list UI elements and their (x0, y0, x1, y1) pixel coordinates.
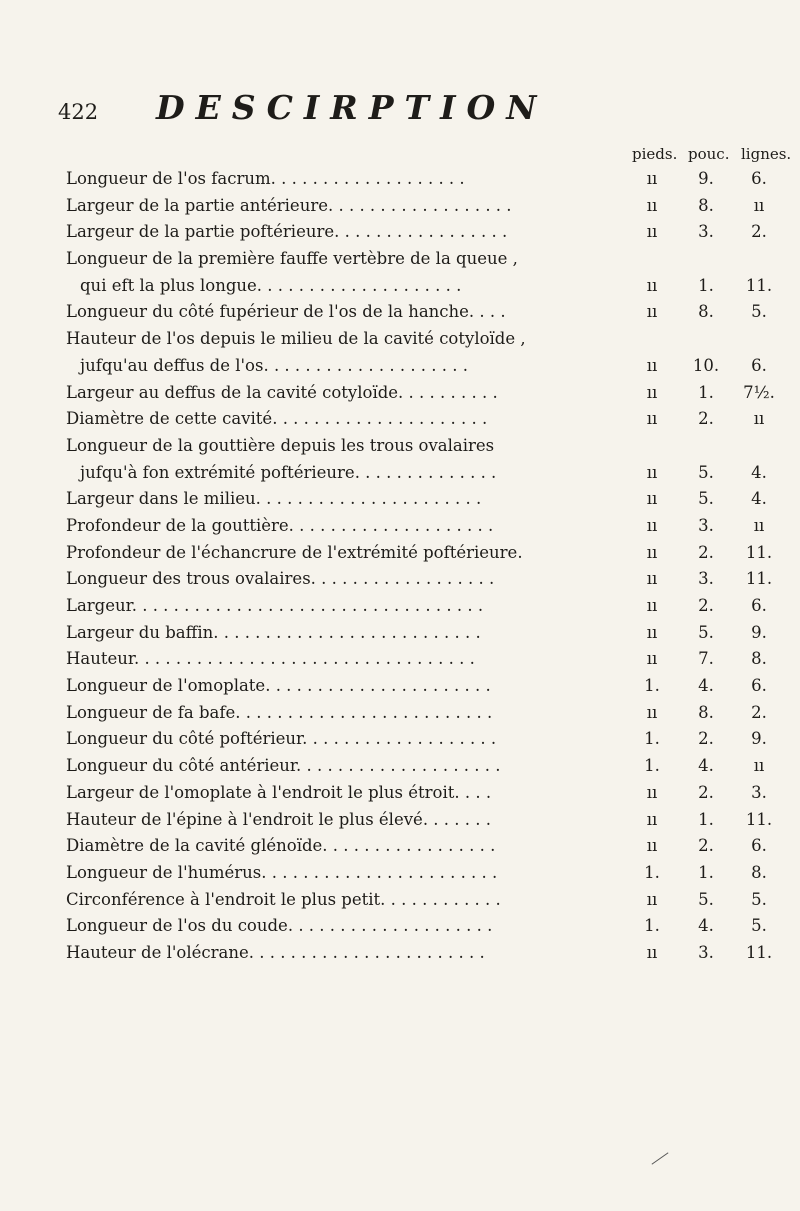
value-pieds: 1. (644, 862, 660, 882)
value-pouces: 3. (698, 222, 714, 242)
row-label: Hauteur de l'olécrane. . . . . . . . . . . . . . . . . . . . . . . (66, 942, 485, 962)
row-label: Circonférence à l'endroit le plus petit. . . . . . . . . . . . (66, 889, 501, 909)
value-lignes: ıı (753, 756, 765, 776)
table-row (0, 753, 800, 780)
value-lignes: 9. (751, 729, 767, 749)
table-row (0, 566, 800, 593)
value-lignes: 6. (751, 836, 767, 856)
value-pouces: 3. (698, 515, 714, 535)
table-row (0, 700, 800, 727)
table-row (0, 940, 800, 967)
row-label: Longueur de la gouttière depuis les trous ovalaires (66, 435, 495, 455)
value-pieds: ıı (646, 542, 658, 562)
table-row (0, 807, 800, 834)
table-row (0, 646, 800, 673)
value-pouces: 5. (698, 889, 714, 909)
value-pouces: 8. (698, 302, 714, 322)
value-pieds: ıı (646, 222, 658, 242)
value-pouces: 10. (692, 355, 720, 375)
table-row (0, 913, 800, 940)
row-label: Profondeur de la gouttière. . . . . . . . . . . . . . . . . . . . (66, 515, 494, 535)
table-row (0, 219, 800, 246)
value-pouces: 3. (698, 569, 714, 589)
value-lignes: 11. (745, 809, 773, 829)
value-lignes: 2. (751, 222, 767, 242)
measurement-table (0, 166, 800, 967)
value-pieds: ıı (646, 195, 658, 215)
row-label: Largeur dans le milieu. . . . . . . . . . . . . . . . . . . . . . (66, 489, 482, 509)
value-pieds: ıı (646, 382, 658, 402)
value-pieds: ıı (646, 275, 658, 295)
row-label: Longueur de l'os du coude. . . . . . . . . . . . . . . . . . . . (66, 916, 493, 936)
table-row (0, 860, 800, 887)
value-pouces: 9. (698, 169, 714, 188)
table-row (0, 166, 800, 193)
value-lignes: 11. (745, 275, 773, 295)
value-pouces: 4. (698, 676, 714, 696)
table-row (0, 780, 800, 807)
page-number: 422 (58, 100, 99, 124)
value-lignes: 7½. (743, 382, 775, 402)
value-lignes: 2. (751, 702, 767, 722)
value-lignes: 9. (751, 622, 767, 642)
value-lignes: 4. (751, 489, 767, 509)
row-label: Profondeur de l'échancrure de l'extrémité poftérieure. (66, 542, 523, 562)
value-pieds: ıı (646, 489, 658, 509)
table-row (0, 326, 800, 379)
row-label: Largeur du baffin. . . . . . . . . . . . . . . . . . . . . . . . . . (66, 622, 481, 642)
value-pieds: ıı (646, 702, 658, 722)
value-lignes: ıı (753, 515, 765, 535)
table-row (0, 887, 800, 914)
row-label: Longueur du côté fupérieur de l'os de la hanche. . . . (66, 302, 506, 322)
value-pouces: 1. (698, 809, 714, 829)
row-label-continuation: qui eft la plus longue. . . . . . . . . . . . . . . . . . . . (80, 275, 462, 295)
value-lignes: 5. (751, 916, 767, 936)
value-pouces: 5. (698, 489, 714, 509)
value-pouces: 4. (698, 916, 714, 936)
row-label: Longueur de l'omoplate. . . . . . . . . . . . . . . . . . . . . . (66, 676, 491, 696)
table-row (0, 299, 800, 326)
value-lignes: 6. (751, 596, 767, 616)
column-header-pouces: pouc. (688, 145, 730, 163)
row-label: Diamètre de cette cavité. . . . . . . . . . . . . . . . . . . . . (66, 409, 488, 429)
row-label: Longueur de l'humérus. . . . . . . . . . . . . . . . . . . . . . . (66, 862, 498, 882)
table-row (0, 513, 800, 540)
value-lignes: 5. (751, 302, 767, 322)
value-pieds: ıı (646, 355, 658, 375)
value-pieds: ıı (646, 942, 658, 962)
value-pieds: ıı (646, 515, 658, 535)
value-lignes: 6. (751, 676, 767, 696)
value-pieds: ıı (646, 622, 658, 642)
value-pieds: ıı (646, 409, 658, 429)
value-pouces: 2. (698, 836, 714, 856)
table-row (0, 673, 800, 700)
value-pieds: ıı (646, 782, 658, 802)
row-label: Largeur de l'omoplate à l'endroit le plus étroit. . . . (66, 782, 492, 802)
value-pieds: ıı (646, 569, 658, 589)
row-label: Longueur du côté antérieur. . . . . . . . . . . . . . . . . . . . (66, 756, 501, 776)
value-pouces: 8. (698, 195, 714, 215)
value-lignes: 4. (751, 462, 767, 482)
value-lignes: ıı (753, 409, 765, 429)
table-row (0, 726, 800, 753)
value-lignes: ıı (753, 195, 765, 215)
row-label: Longueur de l'os facrum. . . . . . . . . . . . . . . . . . . (66, 169, 465, 188)
column-header-pieds: pieds. (632, 145, 678, 163)
value-pouces: 2. (698, 542, 714, 562)
table-row (0, 380, 800, 407)
row-label: Hauteur de l'os depuis le milieu de la cavité cotyloïde , (66, 329, 526, 349)
value-lignes: 3. (751, 782, 767, 802)
ink-mark (652, 1152, 669, 1164)
value-pieds: ıı (646, 302, 658, 322)
value-lignes: 5. (751, 889, 767, 909)
value-pieds: ıı (646, 889, 658, 909)
value-pouces: 2. (698, 596, 714, 616)
row-label: Longueur de fa bafe. . . . . . . . . . . . . . . . . . . . . . . . . (66, 702, 493, 722)
value-lignes: 11. (745, 569, 773, 589)
table-row (0, 433, 800, 486)
value-pouces: 1. (698, 275, 714, 295)
page-header (58, 88, 758, 128)
table-row (0, 246, 800, 299)
value-pouces: 2. (698, 409, 714, 429)
value-pieds: ıı (646, 462, 658, 482)
value-lignes: 8. (751, 649, 767, 669)
value-pouces: 1. (698, 862, 714, 882)
value-pouces: 2. (698, 782, 714, 802)
table-row (0, 620, 800, 647)
value-pouces: 1. (698, 382, 714, 402)
value-pieds: ıı (646, 836, 658, 856)
value-lignes: 11. (745, 542, 773, 562)
table-row (0, 406, 800, 433)
row-label: Largeur. . . . . . . . . . . . . . . . . . . . . . . . . . . . . . . . . . (66, 596, 484, 616)
table-row (0, 593, 800, 620)
value-lignes: 8. (751, 862, 767, 882)
running-title: DESCIRPTION (156, 88, 548, 127)
row-label: Diamètre de la cavité glénoïde. . . . . . . . . . . . . . . . . (66, 836, 496, 856)
table-row (0, 486, 800, 513)
row-label: Longueur des trous ovalaires. . . . . . . . . . . . . . . . . . (66, 569, 495, 589)
table-row (0, 833, 800, 860)
row-label: Hauteur de l'épine à l'endroit le plus élevé. . . . . . . (66, 809, 491, 829)
value-pieds: 1. (644, 676, 660, 696)
table-row (0, 193, 800, 220)
row-label: Largeur de la partie poftérieure. . . . . . . . . . . . . . . . . (66, 222, 508, 242)
column-header-lignes: lignes. (741, 145, 792, 163)
value-pieds: ıı (646, 809, 658, 829)
row-label-continuation: jufqu'au deffus de l'os. . . . . . . . . . . . . . . . . . . . (80, 355, 469, 375)
value-pieds: ıı (646, 596, 658, 616)
value-pieds: ıı (646, 649, 658, 669)
row-label: Largeur de la partie antérieure. . . . . . . . . . . . . . . . . . (66, 195, 512, 215)
table-row (0, 540, 800, 567)
value-pouces: 5. (698, 622, 714, 642)
value-pouces: 5. (698, 462, 714, 482)
value-pouces: 3. (698, 942, 714, 962)
value-lignes: 6. (751, 169, 767, 188)
value-pieds: 1. (644, 916, 660, 936)
value-lignes: 6. (751, 355, 767, 375)
row-label: Largeur au deffus de la cavité cotyloïde. . . . . . . . . . (66, 382, 498, 402)
row-label: Longueur du côté poftérieur. . . . . . . . . . . . . . . . . . . (66, 729, 497, 749)
row-label: Longueur de la première fauffe vertèbre de la queue , (66, 249, 518, 269)
value-pouces: 2. (698, 729, 714, 749)
value-pouces: 7. (698, 649, 714, 669)
value-pouces: 8. (698, 702, 714, 722)
value-pieds: 1. (644, 729, 660, 749)
value-pouces: 4. (698, 756, 714, 776)
value-pieds: 1. (644, 756, 660, 776)
value-lignes: 11. (745, 942, 773, 962)
row-label-continuation: jufqu'à fon extrémité poftérieure. . . . . . . . . . . . . . (80, 462, 497, 482)
value-pieds: ıı (646, 169, 658, 188)
row-label: Hauteur. . . . . . . . . . . . . . . . . . . . . . . . . . . . . . . . . (66, 649, 475, 669)
